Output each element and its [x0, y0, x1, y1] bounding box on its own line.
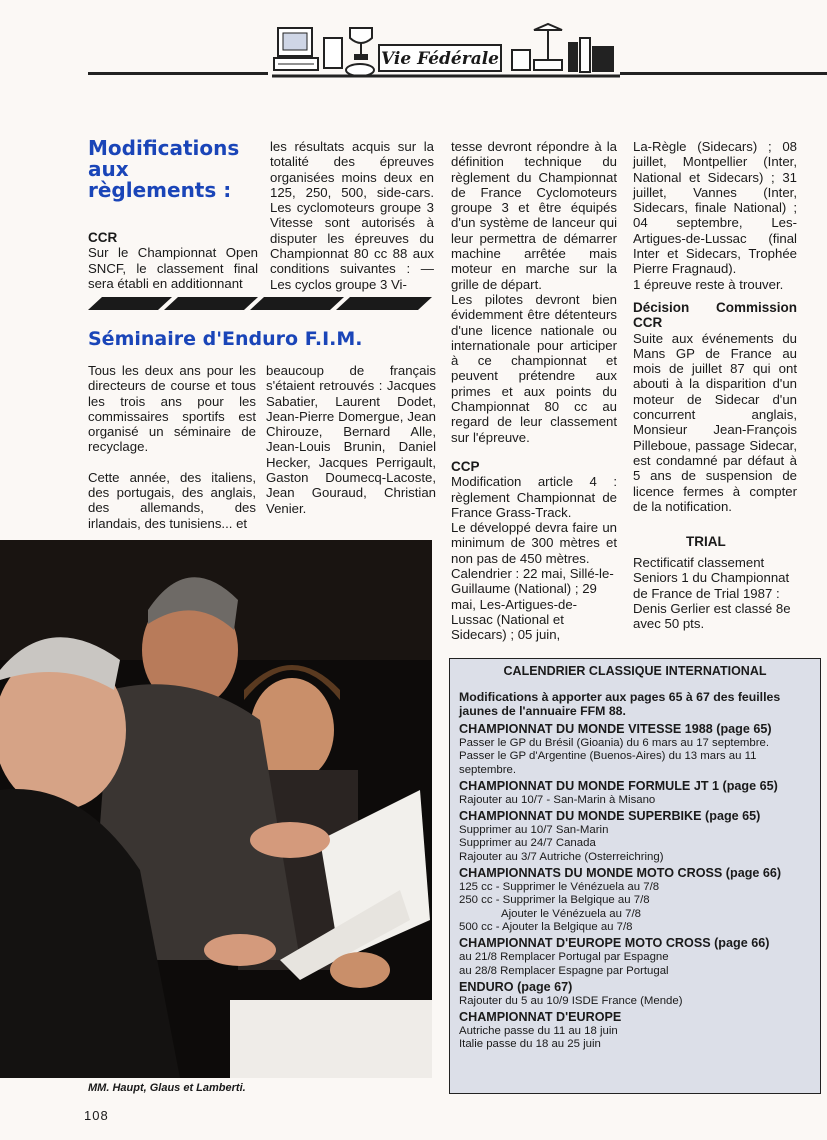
- article2-col2: [266, 363, 436, 516]
- calendar-line: au 28/8 Remplacer Espagne par Portugal: [459, 964, 669, 977]
- paragraph: Les pilotes devront bien évidemment être détenteurs d'une licence nationale ou internationale pour articiper à ce championnat et peuvent prétendre aux primes et aux points du Championnat 80 cc au regard de leur classement sur l'épreuve.: [451, 291, 617, 445]
- article1-col4: [633, 139, 797, 514]
- subhead-decision: Décision Commission CCR: [633, 299, 797, 331]
- calendar-line: Autriche passe du 11 au 18 juin: [459, 1025, 618, 1038]
- calendar-line: 125 cc - Supprimer le Vénézuela au 7/8: [459, 881, 660, 894]
- calendar-line: au 21/8 Remplacer Portugal par Espagne: [459, 951, 669, 964]
- paragraph: Sur le Championnat Open SNCF, le classement final sera établi en additionnant: [88, 245, 258, 291]
- header-rule-right: [620, 72, 827, 75]
- calendar-heading: CHAMPIONNAT DU MONDE SUPERBIKE (page 65): [459, 809, 761, 824]
- paragraph: les résultats acquis sur la totalité des épreuves organisées moins deux en 125, 250, 500, side-cars. Les cyclomoteurs groupe 3 Vitesse sont autorisés à disputer les épreuves du Championnat 80 cc 88 aux conditions suivantes : — Les cyclos groupe 3 Vi-: [270, 139, 434, 292]
- calendar-line: Supprimer au 10/7 San-Marin: [459, 824, 609, 837]
- paragraph: La-Règle (Sidecars) ; 08 juillet, Montpellier (Inter, National et Sidecars) ; 31 juillet, Vannes (Inter, Sidecars, finale National) ; 04 septembre, Les-Artigues-de-Lussac (final Inter et Sidecars, Trophée Pierre Fragnaud).: [633, 139, 797, 277]
- article-title-seminaire: Séminaire d'Enduro F.I.M.: [88, 328, 363, 350]
- calendar-line: Supprimer au 24/7 Canada: [459, 837, 596, 850]
- calendar-line: Italie passe du 18 au 25 juin: [459, 1038, 601, 1051]
- paragraph: 1 épreuve reste à trouver.: [633, 276, 784, 292]
- calendar-line: Passer le GP d'Argentine (Buenos-Aires) du 13 mars au 11 septembre.: [459, 750, 757, 776]
- article1-col3: [451, 139, 617, 643]
- paragraph: Tous les deux ans pour les directeurs de course et tous les trois ans pour les commissaires sportifs est organisé un séminaire de recyclage.: [88, 363, 256, 455]
- calendar-line: 250 cc - Supprimer la Belgique au 7/8: [459, 894, 650, 907]
- paragraph: Calendrier : 22 mai, Sillé-le-Guillaume (National) ; 29 mai, Les-Artigues-de-Lussac (National et Sidecars) ; 05 juin,: [451, 566, 614, 643]
- paragraph: Modification article 4 : règlement Championnat de France Grass-Track.: [451, 474, 617, 520]
- section-label: Vie Fédérale: [378, 44, 502, 72]
- subhead-ccp: CCP: [451, 458, 480, 474]
- calendar-line: 500 cc - Ajouter la Belgique au 7/8: [459, 920, 633, 933]
- paragraph: tesse devront répondre à la définition technique du règlement du Championnat de France Cyclomoteurs groupe 3 et être équipés d'un système de lanceur qui leur permettra de démarrer machine arrêtée mais moteur en marche sur la grille de départ.: [451, 139, 617, 292]
- article-title-modifications: Modifications aux règlements :: [88, 136, 240, 202]
- paragraph: Le développé devra faire un minimum de 300 mètres et non pas de 450 mètres.: [451, 520, 617, 566]
- calendar-intro: Modifications à apporter aux pages 65 à 67 des feuilles jaunes de l'annuaire FFM 88.: [459, 690, 781, 718]
- article1-col1: [88, 230, 258, 291]
- calendar-line: Rajouter au 10/7 - San-Marin à Misano: [459, 793, 656, 806]
- calendar-line: Ajouter le Vénézuela au 7/8: [501, 907, 641, 920]
- article1-col2: [270, 139, 434, 292]
- calendar-heading: CHAMPIONNAT D'EUROPE MOTO CROSS (page 66): [459, 936, 770, 951]
- header-rule-left: [88, 72, 268, 75]
- calendar-line: Rajouter du 5 au 10/9 ISDE France (Mende): [459, 994, 683, 1007]
- photo-three-men: [0, 540, 432, 1078]
- calendar-heading: CHAMPIONNATS DU MONDE MOTO CROSS (page 66): [459, 866, 782, 881]
- paragraph: Cette année, des italiens, des portugais, des anglais, des allemands, des irlandais, des tunisiens... et: [88, 469, 256, 531]
- calendar-content: [459, 690, 815, 1052]
- photo-caption: MM. Haupt, Glaus et Lamberti.: [88, 1082, 246, 1094]
- article2-col1: [88, 363, 256, 531]
- striped-divider: [88, 297, 432, 310]
- calendar-heading: CHAMPIONNAT D'EUROPE: [459, 1010, 622, 1025]
- calendar-title: CALENDRIER CLASSIQUE INTERNATIONAL: [503, 664, 767, 678]
- subhead-trial: TRIAL: [686, 534, 726, 549]
- calendar-line: Rajouter au 3/7 Autriche (Osterreichring): [459, 850, 664, 863]
- trial-text: Rectificatif classement Seniors 1 du Championnat de France de Trial 1987 : Denis Gerlier est classé 8e avec 50 pts.: [633, 555, 791, 632]
- calendar-line: Passer le GP du Brésil (Gioania) du 6 mars au 17 septembre.: [459, 737, 770, 749]
- subhead-ccr: CCR: [88, 230, 118, 245]
- calendar-heading: CHAMPIONNAT DU MONDE VITESSE 1988 (page 65): [459, 722, 772, 736]
- paragraph: Suite aux événements du Mans GP de France au mois de juillet 87 qui ont abouti à la disparition d'un moteur de Sidecar d'un concurrent anglais, Monsieur Jean-François Pilleboue, passage Sidecar, est condamné par défaut à 5 ans de suspension de licence fermes à compter de la notification.: [633, 330, 797, 514]
- paragraph: beaucoup de français s'étaient retrouvés : Jacques Sabatier, Laurent Dodet, Jean-Pierre Domergue, Jean Chirouze, Bernard Alle, Jean-Louis Brunin, Daniel Hecker, Jacques Perrigault, Gaston Doumecq-Lacoste, Jean Gouraud, Christian Venier.: [266, 363, 436, 516]
- calendar-heading: CHAMPIONNAT DU MONDE FORMULE JT 1 (page 65): [459, 778, 778, 793]
- calendar-heading: ENDURO (page 67): [459, 979, 573, 994]
- page-number: 108: [84, 1108, 109, 1123]
